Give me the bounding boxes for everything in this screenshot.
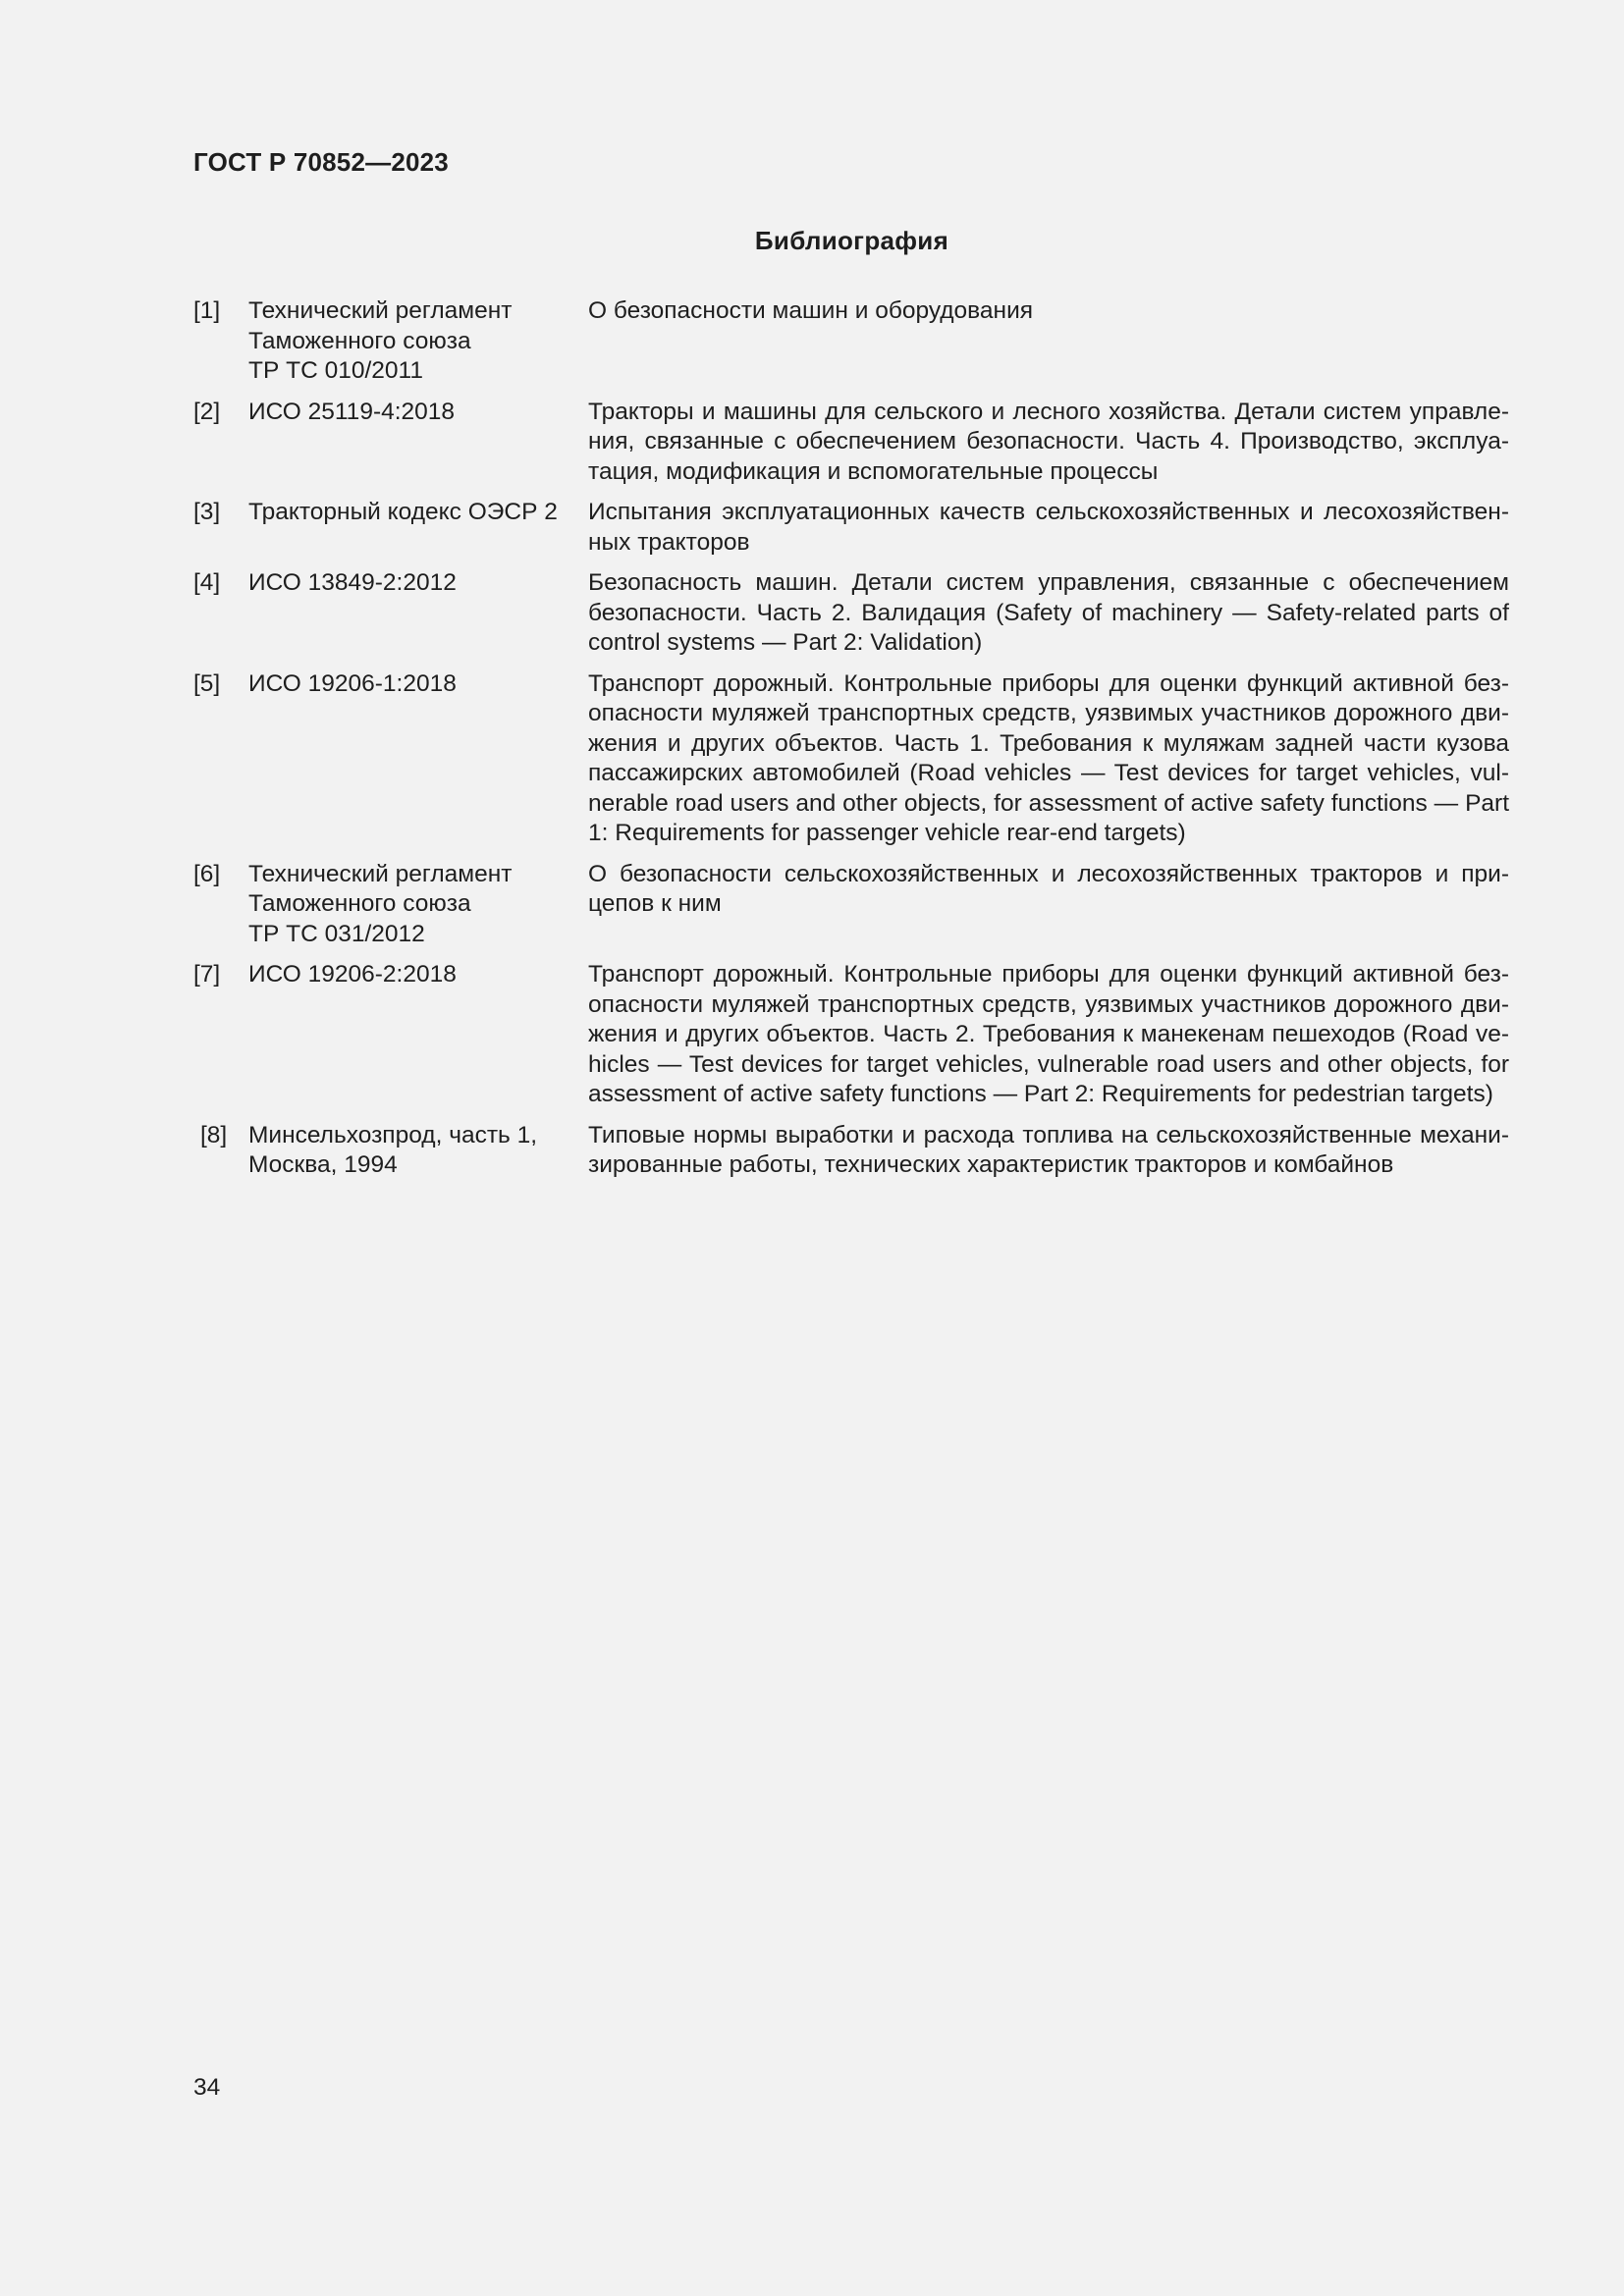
entry-title: Типовые нормы выработки и расхода топлива на сельскохозяйственные механизированные работы, технических характеристик тракторов и комбайнов [588, 1121, 1509, 1178]
entry-reference: ИСО 25119-4:2018 [248, 398, 456, 425]
entry-title: Транспорт дорожный. Контрольные приборы для оценки функций активной безопасности муляжей транспортных средств, уязвимых участников дорожного движения и других объектов. Часть 1. Требования к муляжам задней части кузова пассажирских автомобилей (Road vehicles — Test devices for target vehicles, vulnerable road users and other objects, for assessment of active safety functions — Part 1: Requirements for passenger vehicle rear-end targets) [588, 669, 1509, 846]
entry-title: О безопасности сельскохозяйственных и лесохозяйственных тракторов и прицепов к ним [588, 860, 1509, 917]
bibliography-entry [193, 398, 1509, 488]
entry-reference: Технический регламент Таможенного союза ТР ТС 031/2012 [248, 860, 513, 947]
bibliography-entry [193, 568, 1509, 659]
bibliography-list [193, 296, 1509, 1192]
bibliography-entry [193, 1121, 1509, 1181]
entry-title: О безопасности машин и оборудования [588, 297, 1034, 324]
entry-number: [5] [193, 669, 221, 697]
entry-number: [8] [200, 1121, 228, 1148]
bibliography-entry [193, 498, 1509, 558]
entry-number: [7] [193, 961, 221, 988]
entry-title: Испытания эксплуатационных качеств сельскохозяйственных и лесохозяйственных тракторов [588, 499, 1509, 556]
bibliography-entry [193, 860, 1509, 950]
entry-number: [2] [193, 398, 221, 425]
bibliography-entry [193, 296, 1509, 387]
entry-reference: ИСО 19206-1:2018 [248, 669, 457, 697]
entry-number: [3] [193, 499, 221, 525]
entry-reference: Минсельхозпрод, часть 1, Москва, 1994 [248, 1121, 538, 1178]
entry-reference: ИСО 13849-2:2012 [248, 569, 457, 596]
entry-title: Безопасность машин. Детали систем управления, связанные с обеспечением безопасности. Часть 2. Валидация (Safety of machinery — Safety-related parts of control systems — Part 2: Validation) [588, 569, 1509, 656]
entry-title: Тракторы и машины для сельского и лесного хозяйства. Детали систем управления, связанные с обеспечением безопасности. Часть 4. Производство, эксплуатация, модификация и вспомогательные процессы [588, 398, 1509, 485]
entry-number: [1] [193, 297, 221, 324]
entry-title: Транспорт дорожный. Контрольные приборы для оценки функций активной безопасности муляжей транспортных средств, уязвимых участников дорожного движения и других объектов. Часть 2. Требования к манекенам пешеходов (Road vehicles — Test devices for target vehicles, vulnerable road users and other objects, for assessment of active safety functions — Part 2: Requirements for pedestrian targets) [588, 961, 1509, 1107]
entry-number: [6] [193, 860, 221, 887]
bibliography-entry [193, 960, 1509, 1110]
bibliography-entry [193, 669, 1509, 849]
entry-number: [4] [193, 569, 221, 596]
entry-reference: Тракторный кодекс ОЭСР 2 [248, 499, 558, 525]
document-code: ГОСТ Р 70852—2023 [193, 147, 449, 177]
section-title: Библиография [754, 226, 949, 255]
entry-reference: Технический регламент Таможенного союза ТР ТС 010/2011 [248, 297, 513, 384]
entry-reference: ИСО 19206-2:2018 [248, 961, 457, 988]
page-number: 34 [193, 2074, 221, 2101]
